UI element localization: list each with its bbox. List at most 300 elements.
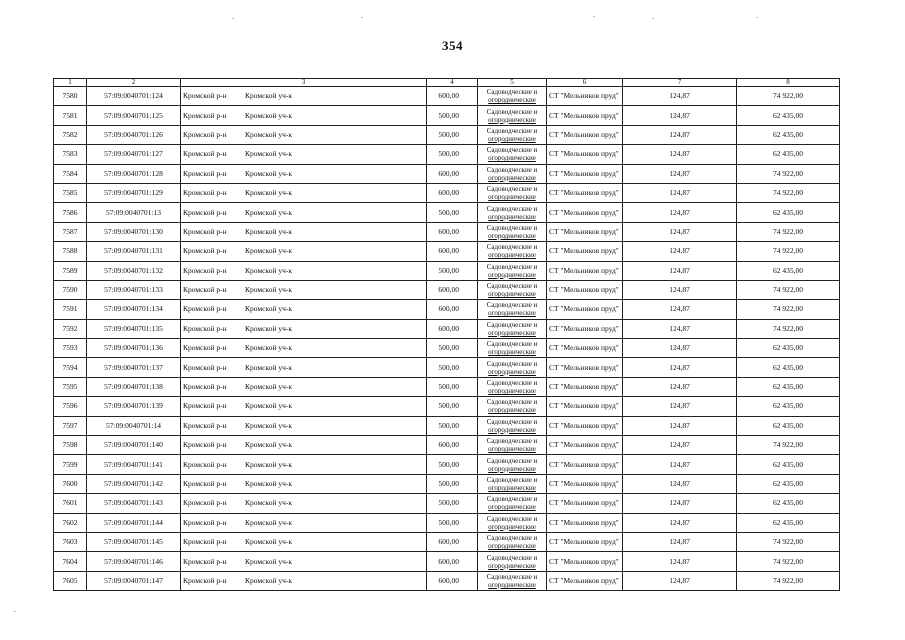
organization: СТ "Мельников пруд" — [547, 571, 623, 590]
district: Кромской р-н — [183, 440, 227, 450]
area: 500,00 — [427, 416, 478, 435]
cadastral-value: 74 922,00 — [737, 300, 840, 319]
land-use-line-2: огороднические — [488, 134, 536, 143]
table-row — [54, 280, 840, 299]
table-row — [54, 319, 840, 338]
area: 500,00 — [427, 339, 478, 358]
land-use-line-1: Садоводческие и — [486, 282, 538, 291]
specific-value: 124,87 — [623, 183, 737, 202]
location-cell — [181, 242, 427, 261]
location-cell — [181, 339, 427, 358]
land-use-line-1: Садоводческие и — [486, 262, 538, 271]
district: Кромской р-н — [183, 575, 227, 585]
land-use-line-2: огороднические — [488, 561, 536, 570]
land-use — [478, 513, 547, 532]
district: Кромской р-н — [183, 149, 227, 159]
organization: СТ "Мельников пруд" — [547, 300, 623, 319]
specific-value: 124,87 — [623, 339, 737, 358]
land-use — [478, 261, 547, 280]
district: Кромской р-н — [183, 517, 227, 527]
cadastral-value: 74 922,00 — [737, 552, 840, 571]
sector: Кромской уч-к — [245, 168, 292, 178]
land-use-line-1: Садоводческие и — [486, 398, 538, 407]
cadastral-number: 57:09:0040701:130 — [87, 222, 181, 241]
district: Кромской р-н — [183, 207, 227, 217]
sector: Кромской уч-к — [245, 265, 292, 275]
district: Кромской р-н — [183, 420, 227, 430]
table-row — [54, 164, 840, 183]
table-row — [54, 377, 840, 396]
land-use-line-1: Садоводческие и — [486, 301, 538, 310]
cadastral-number: 57:09:0040701:137 — [87, 358, 181, 377]
sector: Кромской уч-к — [245, 498, 292, 508]
district: Кромской р-н — [183, 479, 227, 488]
cadastral-number: 57:09:0040701:127 — [87, 145, 181, 164]
area: 500,00 — [427, 494, 478, 513]
location-cell — [181, 222, 427, 241]
cadastral-number: 57:09:0040701:144 — [87, 513, 181, 532]
organization: СТ "Мельников пруд" — [547, 532, 623, 551]
organization: СТ "Мельников пруд" — [547, 494, 623, 513]
sector: Кромской уч-к — [245, 440, 292, 450]
row-number: 7604 — [54, 552, 87, 571]
cadastral-value: 62 435,00 — [737, 339, 840, 358]
land-use — [478, 125, 547, 144]
cadastral-value: 74 922,00 — [737, 319, 840, 338]
row-number: 7595 — [54, 377, 87, 396]
cadastral-value: 74 922,00 — [737, 222, 840, 241]
land-use-line-1: Садоводческие и — [486, 146, 538, 155]
land-use-line-2: огороднические — [488, 96, 536, 105]
area: 500,00 — [427, 377, 478, 396]
table-row — [54, 222, 840, 241]
land-use-line-2: огороднические — [488, 367, 536, 376]
location-cell — [181, 474, 427, 493]
table-row — [54, 552, 840, 571]
specific-value: 124,87 — [623, 455, 737, 474]
location-cell — [181, 280, 427, 299]
specific-value: 124,87 — [623, 300, 737, 319]
cadastral-number: 57:09:0040701:14 — [87, 416, 181, 435]
row-number: 7585 — [54, 183, 87, 202]
land-use-line-1: Садоводческие и — [486, 456, 538, 465]
scan-speck — [756, 17, 758, 18]
sector: Кромской уч-к — [245, 575, 292, 585]
col-header-6: 6 — [547, 79, 623, 87]
sector: Кромской уч-к — [245, 479, 292, 488]
district: Кромской р-н — [183, 188, 227, 198]
organization: СТ "Мельников пруд" — [547, 339, 623, 358]
specific-value: 124,87 — [623, 397, 737, 416]
area: 600,00 — [427, 532, 478, 551]
land-use-line-2: огороднические — [488, 464, 536, 473]
land-use-line-1: Садоводческие и — [486, 476, 538, 484]
specific-value: 124,87 — [623, 377, 737, 396]
area: 600,00 — [427, 87, 478, 106]
location-cell — [181, 106, 427, 125]
cadastral-value: 74 922,00 — [737, 183, 840, 202]
table-row — [54, 261, 840, 280]
land-use-line-1: Садоводческие и — [486, 572, 538, 581]
cadastral-number: 57:09:0040701:135 — [87, 319, 181, 338]
land-use — [478, 571, 547, 590]
district: Кромской р-н — [183, 265, 227, 275]
area: 500,00 — [427, 106, 478, 125]
sector: Кромской уч-к — [245, 188, 292, 198]
land-use-line-2: огороднические — [488, 542, 536, 551]
row-number: 7596 — [54, 397, 87, 416]
organization: СТ "Мельников пруд" — [547, 513, 623, 532]
row-number: 7588 — [54, 242, 87, 261]
cadastral-value: 62 435,00 — [737, 261, 840, 280]
organization: СТ "Мельников пруд" — [547, 106, 623, 125]
row-number: 7581 — [54, 106, 87, 125]
land-use-line-1: Садоводческие и — [486, 320, 538, 329]
area: 600,00 — [427, 280, 478, 299]
table-row — [54, 339, 840, 358]
organization: СТ "Мельников пруд" — [547, 474, 623, 493]
cadastral-number: 57:09:0040701:128 — [87, 164, 181, 183]
location-cell — [181, 397, 427, 416]
row-number: 7587 — [54, 222, 87, 241]
cadastral-value: 62 435,00 — [737, 474, 840, 493]
cadastral-value: 74 922,00 — [737, 436, 840, 455]
land-use — [478, 183, 547, 202]
land-use-line-2: огороднические — [488, 580, 536, 589]
district: Кромской р-н — [183, 168, 227, 178]
specific-value: 124,87 — [623, 358, 737, 377]
location-cell — [181, 125, 427, 144]
table-row — [54, 532, 840, 551]
land-use — [478, 106, 547, 125]
col-header-4: 4 — [427, 79, 478, 87]
organization: СТ "Мельников пруд" — [547, 416, 623, 435]
table-row — [54, 203, 840, 222]
specific-value: 124,87 — [623, 474, 737, 493]
land-use-line-2: огороднические — [488, 484, 536, 492]
cadastral-number: 57:09:0040701:132 — [87, 261, 181, 280]
area: 500,00 — [427, 145, 478, 164]
cadastral-number: 57:09:0040701:146 — [87, 552, 181, 571]
land-use-line-2: огороднические — [488, 522, 536, 531]
specific-value: 124,87 — [623, 513, 737, 532]
specific-value: 124,87 — [623, 125, 737, 144]
row-number: 7589 — [54, 261, 87, 280]
land-use-line-2: огороднические — [488, 348, 536, 357]
organization: СТ "Мельников пруд" — [547, 183, 623, 202]
district: Кромской р-н — [183, 304, 227, 314]
sector: Кромской уч-к — [245, 285, 292, 295]
table-row — [54, 474, 840, 493]
organization: СТ "Мельников пруд" — [547, 203, 623, 222]
header-row — [54, 79, 840, 87]
location-cell — [181, 300, 427, 319]
land-use-line-2: огороднические — [488, 445, 536, 454]
cadastral-value: 62 435,00 — [737, 377, 840, 396]
land-use-line-2: огороднические — [488, 425, 536, 434]
district: Кромской р-н — [183, 129, 227, 139]
row-number: 7591 — [54, 300, 87, 319]
land-use-line-2: огороднические — [488, 115, 536, 124]
table-row — [54, 571, 840, 590]
land-use-line-1: Садоводческие и — [486, 185, 538, 194]
land-use — [478, 377, 547, 396]
col-header-2: 2 — [87, 79, 181, 87]
district: Кромской р-н — [183, 498, 227, 508]
cadastral-value: 74 922,00 — [737, 532, 840, 551]
row-number: 7594 — [54, 358, 87, 377]
land-use — [478, 436, 547, 455]
scan-speck — [14, 611, 16, 612]
land-use — [478, 203, 547, 222]
land-use-line-2: огороднические — [488, 193, 536, 202]
specific-value: 124,87 — [623, 164, 737, 183]
cadastral-number: 57:09:0040701:124 — [87, 87, 181, 106]
area: 500,00 — [427, 513, 478, 532]
sector: Кромской уч-к — [245, 149, 292, 159]
district: Кромской р-н — [183, 246, 227, 256]
row-number: 7590 — [54, 280, 87, 299]
location-cell — [181, 436, 427, 455]
table-row — [54, 358, 840, 377]
cadastral-number: 57:09:0040701:131 — [87, 242, 181, 261]
organization: СТ "Мельников пруд" — [547, 552, 623, 571]
cadastral-number: 57:09:0040701:126 — [87, 125, 181, 144]
sector: Кромской уч-к — [245, 110, 292, 120]
sector: Кромской уч-к — [245, 246, 292, 256]
area: 600,00 — [427, 571, 478, 590]
land-use-line-1: Садоводческие и — [486, 107, 538, 116]
land-use-line-2: огороднические — [488, 231, 536, 240]
cadastral-value: 74 922,00 — [737, 87, 840, 106]
land-use-line-2: огороднические — [488, 406, 536, 415]
table-row — [54, 125, 840, 144]
sector: Кромской уч-к — [245, 304, 292, 314]
district: Кромской р-н — [183, 362, 227, 372]
specific-value: 124,87 — [623, 106, 737, 125]
scan-speck — [652, 18, 654, 19]
cadastral-number: 57:09:0040701:136 — [87, 339, 181, 358]
row-number: 7599 — [54, 455, 87, 474]
land-use — [478, 552, 547, 571]
sector: Кромской уч-к — [245, 556, 292, 566]
organization: СТ "Мельников пруд" — [547, 145, 623, 164]
area: 600,00 — [427, 319, 478, 338]
cadastral-value: 74 922,00 — [737, 280, 840, 299]
land-use — [478, 145, 547, 164]
location-cell — [181, 319, 427, 338]
location-cell — [181, 377, 427, 396]
area: 600,00 — [427, 436, 478, 455]
row-number: 7597 — [54, 416, 87, 435]
cadastral-value: 74 922,00 — [737, 242, 840, 261]
row-number: 7580 — [54, 87, 87, 106]
location-cell — [181, 164, 427, 183]
land-use-line-1: Садоводческие и — [486, 340, 538, 349]
sector: Кромской уч-к — [245, 420, 292, 430]
land-use — [478, 222, 547, 241]
cadastral-number: 57:09:0040701:139 — [87, 397, 181, 416]
district: Кромской р-н — [183, 343, 227, 353]
specific-value: 124,87 — [623, 87, 737, 106]
cadastral-value: 62 435,00 — [737, 125, 840, 144]
organization: СТ "Мельников пруд" — [547, 319, 623, 338]
land-use-line-2: огороднические — [488, 503, 536, 512]
cadastral-table — [53, 78, 840, 591]
land-use — [478, 532, 547, 551]
land-use — [478, 397, 547, 416]
row-number: 7583 — [54, 145, 87, 164]
specific-value: 124,87 — [623, 494, 737, 513]
land-use-line-1: Садоводческие и — [486, 437, 538, 446]
district: Кромской р-н — [183, 382, 227, 392]
cadastral-number: 57:09:0040701:142 — [87, 474, 181, 493]
land-use-line-1: Садоводческие и — [486, 223, 538, 232]
land-use-line-1: Садоводческие и — [486, 165, 538, 174]
land-use-line-1: Садоводческие и — [486, 553, 538, 562]
location-cell — [181, 358, 427, 377]
cadastral-number: 57:09:0040701:134 — [87, 300, 181, 319]
organization: СТ "Мельников пруд" — [547, 87, 623, 106]
area: 500,00 — [427, 261, 478, 280]
land-use — [478, 474, 547, 493]
table-body — [54, 87, 840, 591]
land-use-line-1: Садоводческие и — [486, 243, 538, 252]
cadastral-value: 62 435,00 — [737, 145, 840, 164]
location-cell — [181, 145, 427, 164]
district: Кромской р-н — [183, 401, 227, 411]
table-row — [54, 494, 840, 513]
district: Кромской р-н — [183, 556, 227, 566]
location-cell — [181, 261, 427, 280]
organization: СТ "Мельников пруд" — [547, 222, 623, 241]
area: 500,00 — [427, 125, 478, 144]
location-cell — [181, 494, 427, 513]
table-row — [54, 455, 840, 474]
land-use-line-1: Садоводческие и — [486, 88, 538, 97]
land-use — [478, 300, 547, 319]
land-use-line-2: огороднические — [488, 328, 536, 337]
organization: СТ "Мельников пруд" — [547, 358, 623, 377]
organization: СТ "Мельников пруд" — [547, 436, 623, 455]
land-use-line-2: огороднические — [488, 387, 536, 396]
land-use-line-1: Садоводческие и — [486, 204, 538, 213]
row-number: 7601 — [54, 494, 87, 513]
cadastral-value: 62 435,00 — [737, 397, 840, 416]
sector: Кромской уч-к — [245, 91, 292, 101]
table-row — [54, 513, 840, 532]
cadastral-value: 62 435,00 — [737, 203, 840, 222]
cadastral-table-container — [53, 78, 839, 591]
area: 500,00 — [427, 455, 478, 474]
land-use — [478, 319, 547, 338]
col-header-7: 7 — [623, 79, 737, 87]
land-use-line-2: огороднические — [488, 154, 536, 163]
area: 500,00 — [427, 203, 478, 222]
cadastral-value: 62 435,00 — [737, 494, 840, 513]
table-row — [54, 436, 840, 455]
organization: СТ "Мельников пруд" — [547, 377, 623, 396]
sector: Кромской уч-к — [245, 537, 292, 547]
district: Кромской р-н — [183, 110, 227, 120]
table-row — [54, 397, 840, 416]
land-use-line-2: огороднические — [488, 290, 536, 299]
location-cell — [181, 203, 427, 222]
cadastral-value: 62 435,00 — [737, 513, 840, 532]
cadastral-number: 57:09:0040701:145 — [87, 532, 181, 551]
land-use-line-2: огороднические — [488, 270, 536, 279]
row-number: 7603 — [54, 532, 87, 551]
cadastral-number: 57:09:0040701:141 — [87, 455, 181, 474]
sector: Кромской уч-к — [245, 323, 292, 333]
cadastral-number: 57:09:0040701:125 — [87, 106, 181, 125]
district: Кромской р-н — [183, 91, 227, 101]
table-row — [54, 300, 840, 319]
cadastral-number: 57:09:0040701:133 — [87, 280, 181, 299]
area: 600,00 — [427, 300, 478, 319]
area: 600,00 — [427, 183, 478, 202]
land-use — [478, 280, 547, 299]
location-cell — [181, 455, 427, 474]
land-use — [478, 164, 547, 183]
row-number: 7600 — [54, 474, 87, 493]
area: 600,00 — [427, 164, 478, 183]
row-number: 7586 — [54, 203, 87, 222]
sector: Кромской уч-к — [245, 343, 292, 353]
organization: СТ "Мельников пруд" — [547, 455, 623, 474]
cadastral-number: 57:09:0040701:147 — [87, 571, 181, 590]
cadastral-value: 62 435,00 — [737, 358, 840, 377]
organization: СТ "Мельников пруд" — [547, 280, 623, 299]
location-cell — [181, 87, 427, 106]
area: 600,00 — [427, 242, 478, 261]
district: Кромской р-н — [183, 537, 227, 547]
specific-value: 124,87 — [623, 222, 737, 241]
district: Кромской р-н — [183, 285, 227, 295]
specific-value: 124,87 — [623, 436, 737, 455]
scan-speck — [232, 18, 234, 19]
land-use-line-2: огороднические — [488, 309, 536, 318]
table-row — [54, 183, 840, 202]
land-use — [478, 416, 547, 435]
row-number: 7592 — [54, 319, 87, 338]
location-cell — [181, 183, 427, 202]
land-use-line-1: Садоводческие и — [486, 417, 538, 426]
location-cell — [181, 552, 427, 571]
sector: Кромской уч-к — [245, 226, 292, 236]
cadastral-number: 57:09:0040701:129 — [87, 183, 181, 202]
organization: СТ "Мельников пруд" — [547, 164, 623, 183]
specific-value: 124,87 — [623, 280, 737, 299]
table-row — [54, 416, 840, 435]
location-cell — [181, 532, 427, 551]
cadastral-number: 57:09:0040701:13 — [87, 203, 181, 222]
table-row — [54, 145, 840, 164]
row-number: 7602 — [54, 513, 87, 532]
land-use-line-1: Садоводческие и — [486, 495, 538, 504]
sector: Кромской уч-к — [245, 401, 292, 411]
land-use-line-1: Садоводческие и — [486, 534, 538, 543]
specific-value: 124,87 — [623, 552, 737, 571]
specific-value: 124,87 — [623, 203, 737, 222]
land-use — [478, 87, 547, 106]
land-use — [478, 242, 547, 261]
sector: Кромской уч-к — [245, 517, 292, 527]
land-use-line-1: Садоводческие и — [486, 514, 538, 523]
row-number: 7605 — [54, 571, 87, 590]
sector: Кромской уч-к — [245, 382, 292, 392]
row-number: 7593 — [54, 339, 87, 358]
